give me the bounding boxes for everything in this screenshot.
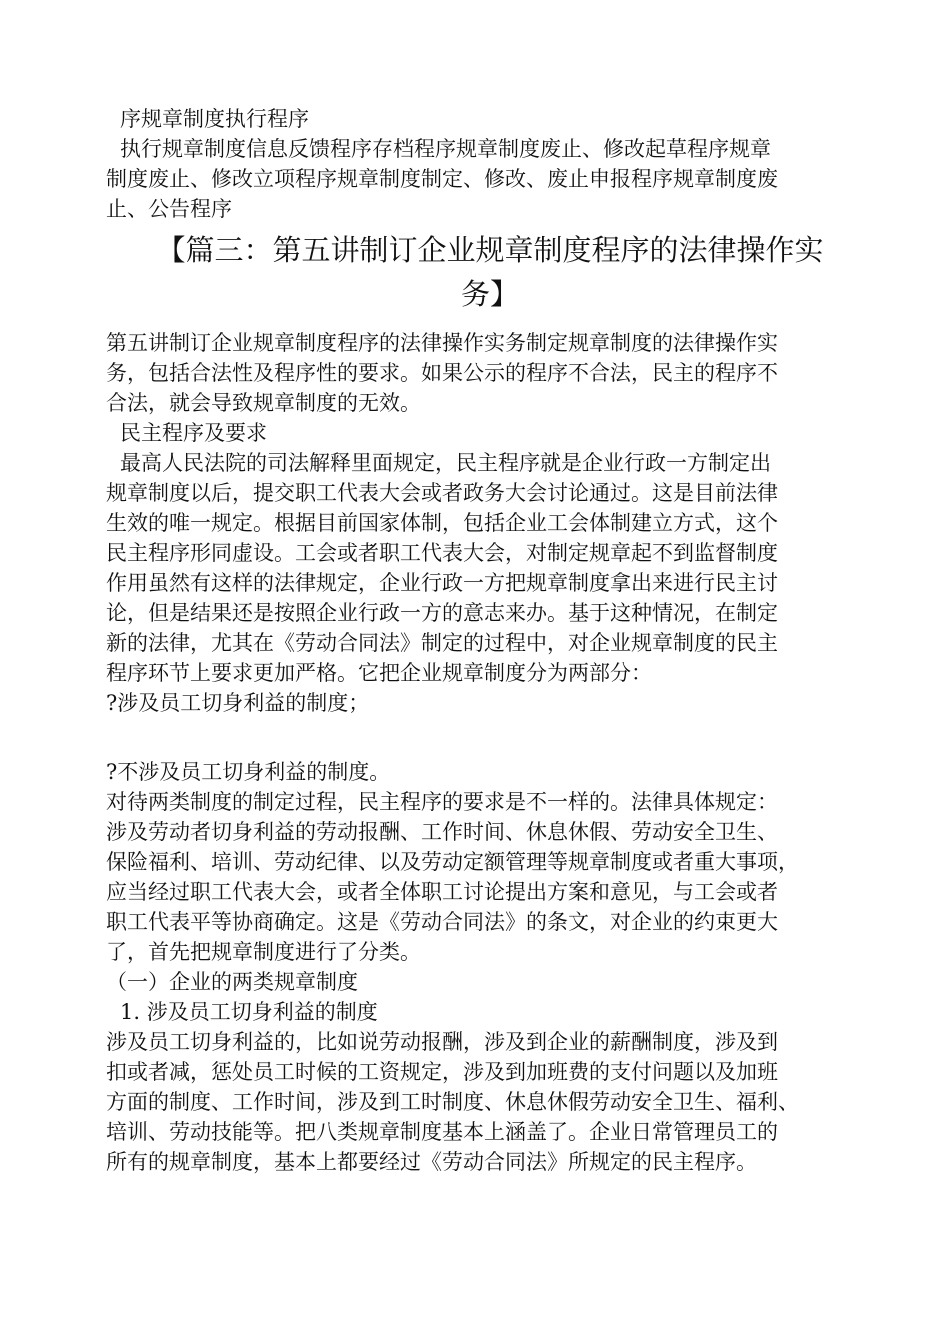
body-line: 第五讲制订企业规章制度程序的法律操作实务制定规章制度的法律操作实 <box>106 331 778 355</box>
list-item: ?不涉及员工切身利益的制度。 <box>106 760 391 784</box>
subheading: 1. 涉及员工切身利益的制度 <box>120 1000 378 1024</box>
body-line: 涉及劳动者切身利益的劳动报酬、工作时间、休息休假、劳动安全卫生、 <box>106 820 778 844</box>
subheading: 民主程序及要求 <box>120 421 267 445</box>
body-line: 了，首先把规章制度进行了分类。 <box>106 940 421 964</box>
intro-line: 止、公告程序 <box>106 197 232 221</box>
list-item: ?涉及员工切身利益的制度； <box>106 691 370 715</box>
body-line: 民主程序形同虚设。工会或者职工代表大会，对制定规章起不到监督制度 <box>106 541 778 565</box>
body-line: 作用虽然有这样的法律规定，企业行政一方把规章制度拿出来进行民主讨 <box>106 571 778 595</box>
body-line: 扣或者减，惩处员工时候的工资规定，涉及到加班费的支付问题以及加班 <box>106 1060 778 1084</box>
body-line: 务，包括合法性及程序性的要求。如果公示的程序不合法，民主的程序不 <box>106 361 778 385</box>
body-block-1 <box>106 328 866 718</box>
body-line: 所有的规章制度，基本上都要经过《劳动合同法》所规定的民主程序。 <box>106 1150 757 1174</box>
body-block-2 <box>106 757 866 1177</box>
body-line: 合法，就会导致规章制度的无效。 <box>106 391 421 415</box>
body-line: 生效的唯一规定。根据目前国家体制，包括企业工会体制建立方式，这个 <box>106 511 778 535</box>
body-line: 涉及员工切身利益的，比如说劳动报酬，涉及到企业的薪酬制度，涉及到 <box>106 1030 778 1054</box>
section-heading <box>150 228 830 316</box>
body-line: 论，但是结果还是按照企业行政一方的意志来办。基于这种情况，在制定 <box>106 601 778 625</box>
body-line: 培训、劳动技能等。把八类规章制度基本上涵盖了。企业日常管理员工的 <box>106 1120 778 1144</box>
intro-line: 制度废止、修改立项程序规章制度制定、修改、废止申报程序规章制度废 <box>106 167 778 191</box>
body-line: 程序环节上要求更加严格。它把企业规章制度分为两部分： <box>106 661 652 685</box>
body-line: 应当经过职工代表大会，或者全体职工讨论提出方案和意见，与工会或者 <box>106 880 778 904</box>
heading-line: 【篇三：第五讲制订企业规章制度程序的法律操作实 <box>156 233 824 267</box>
body-line: 新的法律，尤其在《劳动合同法》制定的过程中，对企业规章制度的民主 <box>106 631 778 655</box>
body-line: 对待两类制度的制定过程，民主程序的要求是不一样的。法律具体规定： <box>106 790 778 814</box>
subheading: （一）企业的两类规章制度 <box>106 970 358 994</box>
heading-line: 务】 <box>460 277 519 311</box>
body-line: 方面的制度、工作时间，涉及到工时制度、休息休假劳动安全卫生、福利、 <box>106 1090 799 1114</box>
body-line: 职工代表平等协商确定。这是《劳动合同法》的条文，对企业的约束更大 <box>106 910 778 934</box>
body-line: 保险福利、培训、劳动纪律、以及劳动定额管理等规章制度或者重大事项， <box>106 850 799 874</box>
intro-line: 序规章制度执行程序 <box>120 107 309 131</box>
body-line: 最高人民法院的司法解释里面规定，民主程序就是企业行政一方制定出 <box>120 451 771 475</box>
intro-block <box>106 104 866 224</box>
intro-line: 执行规章制度信息反馈程序存档程序规章制度废止、修改起草程序规章 <box>120 137 771 161</box>
body-line: 规章制度以后，提交职工代表大会或者政务大会讨论通过。这是目前法律 <box>106 481 778 505</box>
